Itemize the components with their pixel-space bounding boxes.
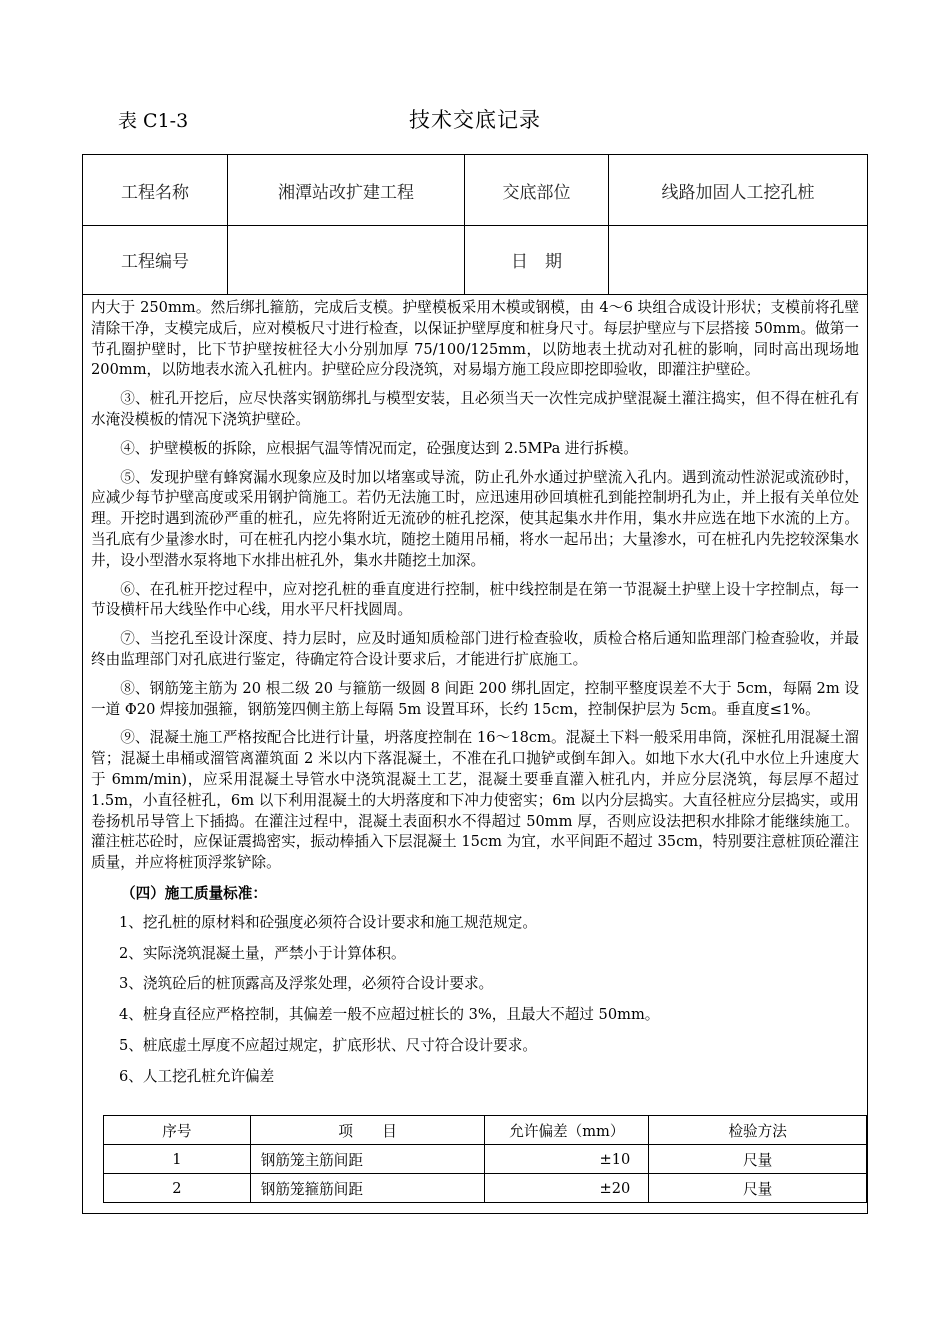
table-header: 允许偏差（mm）: [485, 1116, 649, 1145]
table-cell: 尺量: [649, 1145, 867, 1174]
project-no-value: [228, 225, 464, 294]
project-no-label: 工程编号: [121, 252, 189, 272]
disclosure-content: [91, 298, 859, 1098]
standard-item-3: 3、浇筑砼后的桩顶露高及浮浆处理，必须符合设计要求。: [119, 975, 494, 993]
paragraph-item-9: ⑨、混凝土施工严格按配合比进行计量，坍落度控制在 16～18cm。混凝土下料一般采用串筒，深桩孔用混凝土溜管；混凝土串桶或溜管离灌筑面 2 米以内下落混凝土，不准在孔口抛铲或倒车卸入。如地下水大(孔中水位上升速度大于 6mm/min)，应采用混凝土导管水中浇筑混凝土工艺，混凝土要垂直灌入桩孔内，并应分层浇筑，每层厚不超过 1.5m，小直径桩孔，6m 以下利用混凝土的大坍落度和下冲力使密实；6m 以内分层捣实。大直径桩应分层捣实，或用卷扬机吊导管上下插捣。在灌注过程中，混凝土表面积水不得超过 50mm 厚，否则应设法把积水排除才能继续施工。灌注桩芯砼时，应保证震捣密实，振动棒插入下层混凝土 15cm 为宜，水平间距不超过 35cm，特别要注意桩顶砼灌注质量，并应将桩顶浮浆铲除。: [91, 729, 859, 872]
deviation-table: [103, 1115, 867, 1203]
record-form: [82, 154, 868, 1214]
paragraph-item-5: ⑤、发现护壁有蜂窝漏水现象应及时加以堵塞或导流，防止孔外水通过护壁流入孔内。遇到流动性淤泥或流砂时，应减少每节护壁高度或采用钢护筒施工。若仍无法施工时，应迅速用砂回填桩孔到能控制坍孔为止，并上报有关单位处理。开挖时遇到流砂严重的桩孔，应先将附近无流砂的桩孔挖深，使其起集水井作用，集水井应选在地下水流的上方。当孔底有少量渗水时，可在桩孔内挖小集水坑，随挖土随用吊桶，将水一起吊出；大量渗水，可在桩孔内先挖较深集水井，设小型潜水泵将地下水排出桩孔外，集水井随挖土加深。: [91, 468, 859, 569]
table-header: 检验方法: [649, 1116, 867, 1145]
table-cell: 钢筋笼箍筋间距: [250, 1174, 485, 1203]
table-row: [104, 1145, 867, 1174]
paragraph-item-4: ④、护壁模板的拆除，应根据气温等情况而定，砼强度达到 2.5MPa 进行拆模。: [120, 439, 638, 457]
info-row-2: [83, 225, 867, 295]
location-label: 交底部位: [502, 182, 571, 203]
table-header-row: [104, 1116, 867, 1145]
project-name-value: 湘潭站改扩建工程: [278, 182, 414, 203]
table-row: [104, 1174, 867, 1203]
table-header: 项 目: [250, 1116, 485, 1145]
paragraph-item-8: ⑧、钢筋笼主筋为 20 根二级 20 与箍筋一级圆 8 间距 200 绑扎固定，控制平整度误差不大于 5cm，每隔 2m 设一道 Φ20 焊接加强箍，钢筋笼四侧主筋上每隔 5m 设置耳环，长约 15cm，控制保护层为 5cm。垂直度≤1%。: [91, 679, 859, 718]
table-cell: 尺量: [649, 1174, 867, 1203]
paragraph-continuation: 内大于 250mm。然后绑扎箍筋，完成后支模。护壁模板采用木模或钢模，由 4～6 块组合成设计形状；支模前将孔壁清除干净，支模完成后，应对模板尺寸进行检查，以保证护壁厚度和桩身尺寸。每层护壁应与下层搭接 50mm。做第一节孔圈护壁时，比下节护壁按桩径大小分别加厚 75/100/125mm，以防地表土扰动对孔桩的影响，同时高出现场地 200mm，以防地表水流入孔桩内。护壁砼应分段浇筑，对易塌方施工段应即挖即验收，即灌注护壁砼。: [91, 299, 859, 379]
table-cell: 1: [104, 1145, 251, 1174]
form-code: 表 C1-3: [118, 110, 189, 132]
project-name-label: 工程名称: [121, 182, 189, 203]
section-heading: （四）施工质量标准：: [121, 884, 267, 902]
standard-item-2: 2、实际浇筑混凝土量，严禁小于计算体积。: [119, 944, 406, 962]
standard-item-6: 6、人工挖孔桩允许偏差: [119, 1067, 275, 1085]
date-value: [609, 225, 867, 294]
date-label: 日 期: [511, 252, 562, 272]
standard-item-1: 1、挖孔桩的原材料和砼强度必须符合设计要求和施工规范规定。: [119, 913, 537, 931]
standard-item-5: 5、桩底虚土厚度不应超过规定，扩底形状、尺寸符合设计要求。: [119, 1036, 537, 1054]
table-header: 序号: [104, 1116, 251, 1145]
table-cell: ±20: [485, 1174, 649, 1203]
table-cell: 钢筋笼主筋间距: [250, 1145, 485, 1174]
table-cell: ±10: [485, 1145, 649, 1174]
info-row-1: [83, 155, 867, 226]
paragraph-item-7: ⑦、当挖孔至设计深度、持力层时，应及时通知质检部门进行检查验收，质检合格后通知监理部门检查验收，并最终由监理部门对孔底进行鉴定，待确定符合设计要求后，才能进行扩底施工。: [91, 630, 859, 668]
standard-item-4: 4、桩身直径应严格控制，其偏差一般不应超过桩长的 3%，且最大不超过 50mm。: [119, 1006, 660, 1024]
form-title: 技术交底记录: [409, 108, 541, 132]
paragraph-item-6: ⑥、在孔桩开挖过程中，应对挖孔桩的垂直度进行控制，桩中线控制是在第一节混凝土护壁上设十字控制点，每一节设横杆吊大线坠作中心线，用水平尺杆找圆周。: [91, 580, 859, 619]
table-cell: 2: [104, 1174, 251, 1203]
location-value: 线路加固人工挖孔桩: [661, 182, 815, 203]
paragraph-item-3: ③、桩孔开挖后，应尽快落实钢筋绑扎与模型安装，且必须当天一次性完成护壁混凝土灌注捣实，但不得在桩孔有水淹没模板的情况下浇筑护壁砼。: [91, 390, 859, 428]
